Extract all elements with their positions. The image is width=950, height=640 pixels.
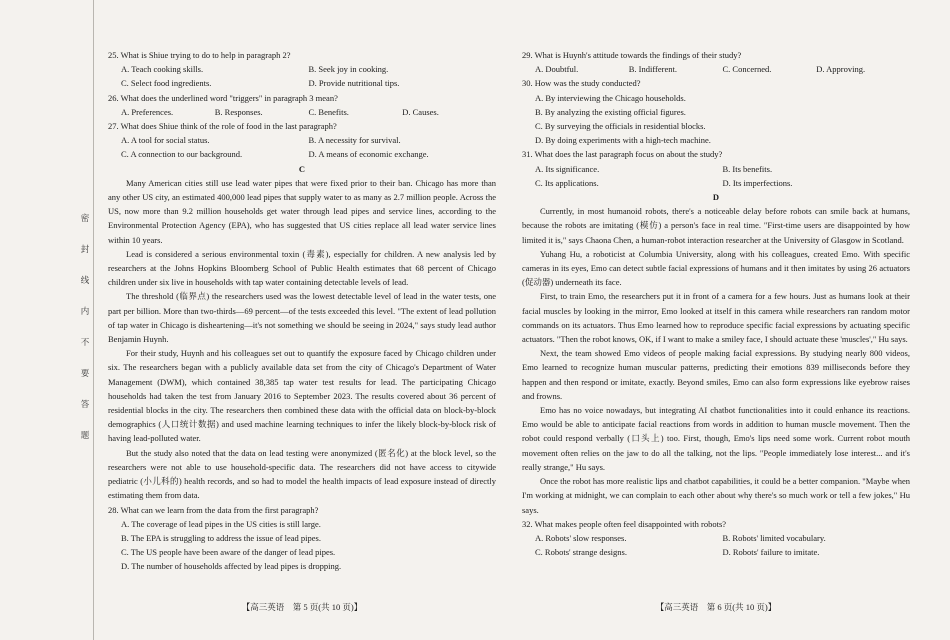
margin-char: 密: [80, 213, 90, 223]
margin-char: 封: [80, 244, 90, 254]
option: B. A necessity for survival.: [308, 135, 401, 146]
passage-paragraph: Lead is considered a serious environmental toxin (毒素), especially for children. A new analysis led by researchers at the Johns Hopkins Bloomberg School of Public Health estimates that 68 percent of Chicago children under six live in households with tap water containing detectable levels of lead.: [108, 248, 496, 288]
question-28: 28. What can we learn from the data from the first paragraph?: [108, 504, 319, 515]
option: A. Its significance.: [535, 163, 600, 174]
margin-char: 线: [80, 275, 90, 285]
option: A. By interviewing the Chicago households.: [535, 92, 686, 103]
question-32: 32. What makes people often feel disappointed with robots?: [522, 518, 727, 529]
binding-margin: [0, 0, 95, 640]
option: D. Causes.: [402, 106, 439, 117]
option: B. Its benefits.: [722, 163, 773, 174]
option: A. The coverage of lead pipes in the US cities is still large.: [121, 518, 321, 529]
question-29-options: [522, 62, 910, 76]
option: B. Indifferent.: [628, 64, 677, 75]
question-32-options: [522, 531, 910, 559]
option: C. By surveying the officials in residential blocks.: [535, 121, 706, 132]
sealing-line: [93, 0, 94, 640]
passage-paragraph: Many American cities still use lead water pipes that were fixed prior to their ban. Chicago has more than any other US city, an estimated 400,000 lead pipes that supply water to as many as 2.7 million people. Across the US, now more than 9.2 million households get water through lead pipes and service lines, according to the Environmental Protection Agency (EPA), who has suggested that US cities replace all lead water service lines within 10 years.: [108, 177, 496, 245]
option: C. Benefits.: [308, 106, 349, 117]
option: D. A means of economic exchange.: [308, 149, 429, 160]
section-c-label: C: [298, 163, 306, 174]
option: C. Concerned.: [722, 64, 772, 75]
margin-char: 不: [80, 337, 90, 347]
option: B. Robots' limited vocabulary.: [722, 532, 826, 543]
question-26: 26. What does the underlined word "triggers" in paragraph 3 mean?: [108, 92, 338, 103]
passage-paragraph: Currently, in most humanoid robots, there's a noticeable delay before robots can smile back at humans, because the robots are imitating (模仿) a person's face in real time. "First-time users are disappointed by how limited it is," says Chaona Chen, a human-robot interaction researcher at the University of Glasgow in Scotland.: [522, 206, 910, 245]
margin-char: 题: [80, 430, 90, 440]
option: D. Its imperfections.: [722, 177, 793, 188]
option: D. The number of households affected by lead pipes is dropping.: [121, 561, 342, 572]
passage-paragraph: But the study also noted that the data on lead testing were anonymized (匿名化) at the block level, so the researchers were not able to use household-specific data. The researchers did not have access to citywide pediatric (小儿科的) health records, and so had to model the health impacts of lead exposure instead of directly estimating them from data.: [108, 447, 496, 501]
option: B. By analyzing the existing official figures.: [535, 106, 686, 117]
option: A. Doubtful.: [535, 64, 579, 75]
question-25-options: [108, 62, 496, 90]
question-30-options: [522, 91, 910, 148]
margin-char: 答: [80, 399, 90, 409]
question-27: 27. What does Shiue think of the role of food in the last paragraph?: [108, 121, 337, 132]
passage-paragraph: First, to train Emo, the researchers put it in front of a camera for a few hours. Just as humans look at their facial muscles by looking in the mirror, Emo looked at itself in this camera while researchers ran random motor commands on its actuators. Thus Emo learned how to reproduce specific facial expressions by actuating specific actuators. "Then the robot knows, OK, if I want to make a smiley face, I should actuate these 'muscles'," Hu says.: [522, 291, 910, 345]
option: A. Teach cooking skills.: [121, 64, 204, 75]
option: C. A connection to our background.: [121, 149, 243, 160]
option: B. Responses.: [214, 106, 263, 117]
passage-paragraph: Next, the team showed Emo videos of people making facial expressions. By studying nearly 800 videos, Emo learned to recognize human muscular patterns, predicting their emotions 839 milliseconds before they happen and then respond or imitate, exactly. Beyond smiles, Emo can also form expressions like eyebrow raises and frowns.: [522, 348, 910, 401]
passage-paragraph: The threshold (临界点) the researchers used was the lowest detectable level of lead in the water tests, one part per billion. More than two-thirds—69 percent—of the tests exceeded this level. "The extent of lead pollution of tap water in Chicago is disheartening—it's not something we should be seeing in 2024," says study lead author Benjamin Huynh.: [108, 291, 496, 345]
left-column: [108, 48, 496, 574]
question-30: 30. How was the study conducted?: [522, 78, 641, 89]
passage-paragraph: Emo has no voice nowadays, but integrating AI chatbot functionalities into it could enhance its reactions. Emo would be able to anticipate facial reactions from words in addition to human muscle movement. Then the robot could respond verbally (口头上) too. First, though, Emo's lips need some work. Current robot mouth movement often relies on the jaw to do all the talking, not the lips. "People immediately lose interest... and it's really strange," Hu says.: [522, 405, 910, 472]
margin-char: 内: [80, 306, 90, 316]
passage-paragraph: Yuhang Hu, a roboticist at Columbia University, along with his colleagues, created Emo. With specific cameras in its eyes, Emo can detect subtle facial expressions of humans and it then imitates by using 26 actuators (促动器) underneath its face.: [522, 248, 910, 288]
option: A. Robots' slow responses.: [535, 532, 627, 543]
option: D. By doing experiments with a high-tech machine.: [535, 135, 711, 146]
passage-paragraph: Once the robot has more realistic lips and chatbot capabilities, it could be a better companion. "Maybe when I'm working at midnight, we can complain to each other about why there's so much work or tell a few jokes," Hu says.: [522, 476, 910, 515]
section-d-label: D: [712, 192, 720, 203]
margin-char: 要: [80, 368, 90, 378]
question-28-options: [108, 517, 496, 574]
option: D. Robots' failure to imitate.: [722, 547, 820, 558]
question-29: 29. What is Huynh's attitude towards the findings of their study?: [522, 50, 742, 60]
option: C. Its applications.: [535, 177, 599, 188]
right-column: [522, 48, 910, 559]
question-31: 31. What does the last paragraph focus on about the study?: [522, 149, 723, 160]
option: A. A tool for social status.: [121, 135, 210, 146]
question-26-options: [108, 105, 496, 119]
question-27-options: [108, 133, 496, 161]
passage-paragraph: For their study, Huynh and his colleagues set out to quantify the exposure faced by Chicago children under six. The researchers began with a publicly available data set from the city of Chicago's Department of Water Management (DWM), which contained 38,385 tap water test results for lead. The participating Chicago households had taken the test from January 2016 to September 2023. The results covered about 36 percent of residential blocks in the city. The researchers then combined these data with the official data on block-by-block demographics (人口统计数据) and used machine learning techniques to infer the likely block-by-block risk of having lead-polluted water.: [108, 348, 496, 444]
option: C. Robots' strange designs.: [535, 547, 627, 558]
option: D. Approving.: [816, 64, 866, 75]
page-footer-right: 【高三英语 第 6 页(共 10 页)】: [655, 602, 777, 612]
option: B. Seek joy in cooking.: [308, 64, 389, 75]
option: C. The US people have been aware of the danger of lead pipes.: [121, 547, 336, 558]
option: D. Provide nutritional tips.: [308, 78, 400, 89]
question-25: 25. What is Shiue trying to do to help in paragraph 2?: [108, 50, 291, 60]
page-footer-left: 【高三英语 第 5 页(共 10 页)】: [241, 602, 363, 612]
option: C. Select food ingredients.: [121, 78, 212, 89]
option: B. The EPA is struggling to address the issue of lead pipes.: [121, 532, 321, 543]
question-31-options: [522, 162, 910, 190]
option: A. Preferences.: [121, 106, 174, 117]
sealing-line-notice: [78, 212, 92, 441]
